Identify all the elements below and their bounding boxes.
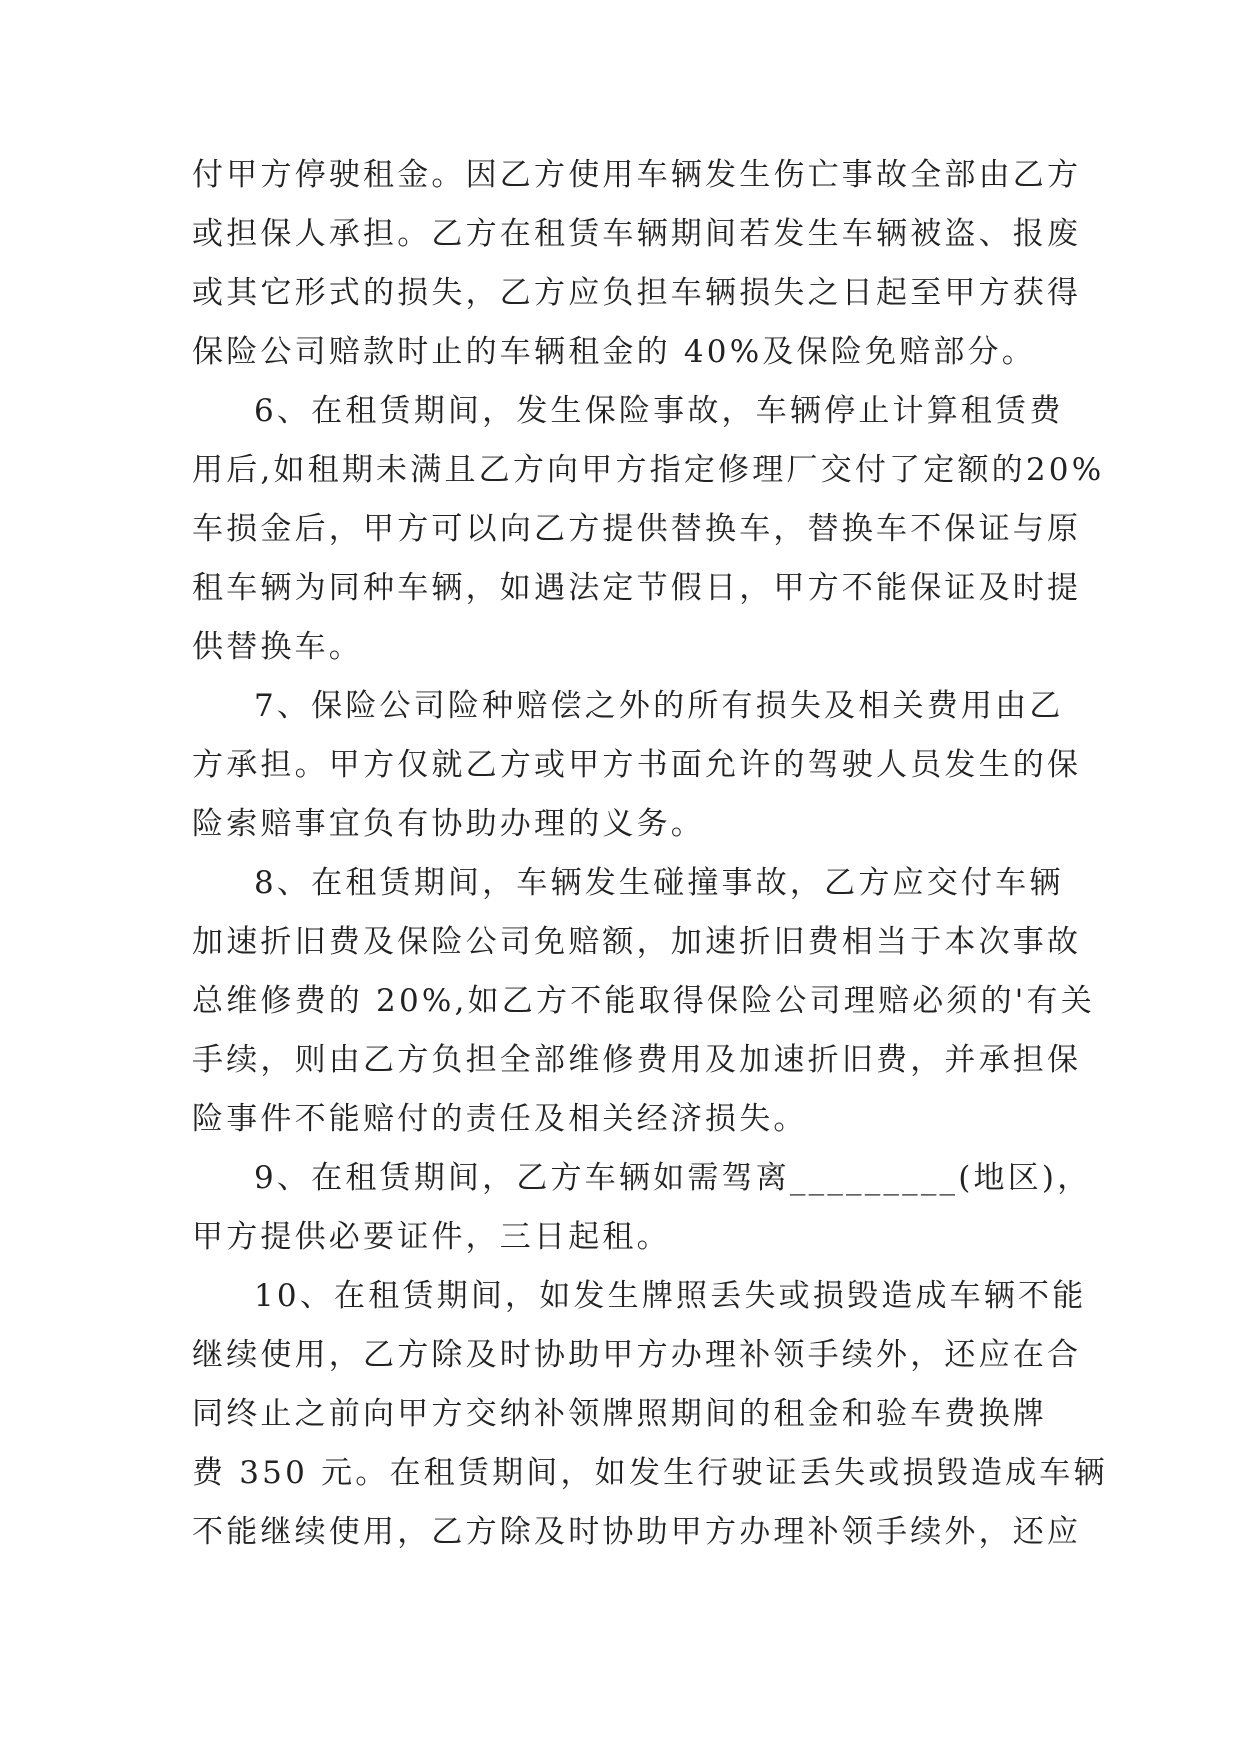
- text-line: 8、在租赁期间，车辆发生碰撞事故，乙方应交付车辆: [254, 865, 1064, 901]
- text-line: 供替换车。: [192, 629, 363, 665]
- text-line: 不能继续使用，乙方除及时协助甲方办理补领手续外，还应: [192, 1514, 1082, 1550]
- text-line: 方承担。甲方仅就乙方或甲方书面允许的驾驶人员发生的保: [192, 747, 1082, 783]
- text-line: 车损金后，甲方可以向乙方提供替换车，替换车不保证与原: [192, 511, 1082, 547]
- text-line: 或担保人承担。乙方在租赁车辆期间若发生车辆被盗、报废: [192, 216, 1082, 252]
- text-line: 付甲方停驶租金。因乙方使用车辆发生伤亡事故全部由乙方: [192, 157, 1082, 193]
- text-line: 继续使用，乙方除及时协助甲方办理补领手续外，还应在合: [192, 1337, 1082, 1373]
- paragraph-clause-6: [192, 382, 1105, 677]
- text-line: 用后,如租期未满且乙方向甲方指定修理厂交付了定额的20%: [192, 452, 1105, 488]
- text-line: 总维修费的 20%,如乙方不能取得保险公司理赔必须的'有关: [192, 983, 1095, 1019]
- paragraph-clause-7: [192, 677, 1082, 854]
- document-body: [192, 146, 1108, 1562]
- text-line: 费 350 元。在租赁期间，如发生行驶证丢失或损毁造成车辆: [192, 1455, 1108, 1491]
- text-line: 手续，则由乙方负担全部维修费用及加速折旧费，并承担保: [192, 1042, 1082, 1078]
- text-line: 同终止之前向甲方交纳补领牌照期间的租金和验车费换牌: [192, 1396, 1047, 1432]
- text-line: 或其它形式的损失，乙方应负担车辆损失之日起至甲方获得: [192, 275, 1082, 311]
- text-line: 保险公司赔款时止的车辆租金的 40%及保险免赔部分。: [192, 334, 1036, 370]
- text-line: 7、保险公司险种赔偿之外的所有损失及相关费用由乙: [254, 688, 1064, 724]
- text-line: 加速折旧费及保险公司免赔额，加速折旧费相当于本次事故: [192, 924, 1082, 960]
- text-line: 租车辆为同种车辆，如遇法定节假日，甲方不能保证及时提: [192, 570, 1082, 606]
- text-line: 甲方提供必要证件，三日起租。: [192, 1219, 671, 1255]
- text-line: 9、在租赁期间，乙方车辆如需驾离_________(地区)，: [254, 1160, 1092, 1196]
- paragraph-continuation: [192, 146, 1082, 382]
- paragraph-clause-9: [192, 1149, 1092, 1267]
- text-line: 6、在租赁期间，发生保险事故，车辆停止计算租赁费: [254, 393, 1064, 429]
- paragraph-clause-8: [192, 854, 1095, 1149]
- text-line: 10、在租赁期间，如发生牌照丢失或损毁造成车辆不能: [254, 1278, 1087, 1314]
- text-line: 险事件不能赔付的责任及相关经济损失。: [192, 1101, 808, 1137]
- text-line: 险索赔事宜负有协助办理的义务。: [192, 806, 705, 842]
- paragraph-clause-10: [192, 1267, 1108, 1562]
